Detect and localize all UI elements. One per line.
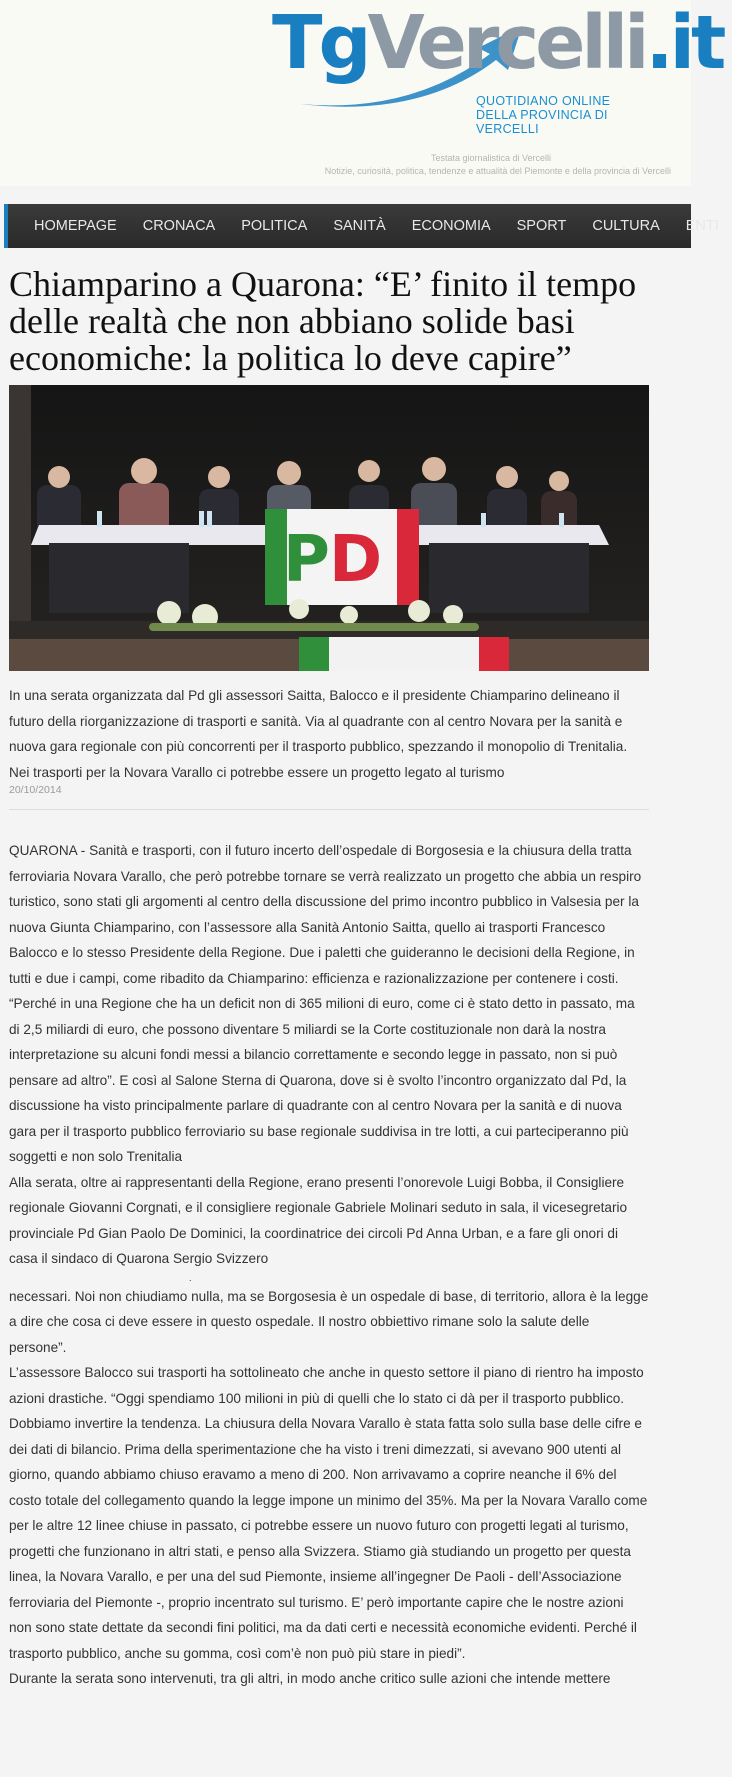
divider: [9, 809, 649, 810]
svg-text:P: P: [283, 523, 330, 597]
conference-photo-illustration: [9, 385, 649, 671]
paragraph-5: Durante la serata sono intervenuti, tra gli altri, in modo anche critico sulle azioni che intende mettere: [9, 1671, 611, 1686]
stray-dot: .: [189, 1272, 192, 1283]
paragraph-2: Alla serata, oltre ai rappresentanti della Regione, erano presenti l’onorevole Luigi Bobba, il Consigliere regionale Giovanni Corgnati, e il consigliere regionale Gabriele Molinari seduto in sala, il vicesegretario provinciale Pd Gian Paolo De Dominici, la coordinatrice dei circoli Pd Anna Urban, e a fare gli onori di casa il sindaco di Quarona Sergio Svizzero: [9, 1174, 628, 1266]
article: [9, 266, 649, 1692]
logo-wordmark: TgVercelli.it: [272, 0, 723, 86]
nav-cultura[interactable]: CULTURA: [592, 218, 660, 234]
article-date: 20/10/2014: [9, 784, 62, 796]
nav-politica[interactable]: POLITICA: [241, 218, 308, 234]
nav-sport[interactable]: SPORT: [516, 218, 567, 234]
nav-homepage[interactable]: HOMEPAGE: [34, 218, 117, 234]
dateline: QUARONA: [9, 843, 77, 858]
logo-tagline: QUOTIDIANO ONLINE DELLA PROVINCIA DI VERCELLI: [476, 94, 611, 136]
article-lead: In una serata organizzata dal Pd gli assessori Saitta, Balocco e il presidente Chiamparino delineano il futuro della riorganizzazione di trasporti e sanità. Via al quadrante con al centro Novara per la sanità e nuova gara regionale con più concorrenti per il trasporto pubblico, spezzando il monopolio di Trenitalia. Nei trasporti per la Novara Varallo ci potrebbe essere un progetto legato al turismo: [9, 688, 628, 780]
nav-enti[interactable]: ENTI: [685, 218, 719, 234]
site-logo[interactable]: [272, 0, 723, 136]
article-photo: [9, 385, 649, 671]
nav-sanita[interactable]: SANITÀ: [333, 218, 386, 234]
nav-economia[interactable]: ECONOMIA: [411, 218, 491, 234]
site-header: [0, 0, 723, 186]
article-body: [9, 838, 649, 1692]
paragraph-3: necessari. Noi non chiudiamo nulla, ma se Borgosesia è un ospedale di base, di territorio, allora è la legge a dire che cosa ci deve essere in questo ospedale. Il nostro obbiettivo rimane solo la salute delle persone”.: [9, 1288, 649, 1355]
article-title: Chiamparino a Quarona: “E’ finito il tempo delle realtà che non abbiano solide basi economiche: la politica lo deve capire”: [9, 264, 637, 378]
svg-text:D: D: [329, 523, 383, 597]
nav-cronaca[interactable]: CRONACA: [142, 218, 216, 234]
site-description: Testata giornalistica di Vercelli Notizie, curiosità, politica, tendenze e attualità del Piemonte e della provincia di Vercelli: [324, 153, 671, 176]
paragraph-4: L’assessore Balocco sui trasporti ha sottolineato che anche in questo settore il piano di rientro ha imposto azioni drastiche. “Oggi spendiamo 100 milioni in più di quelli che lo stato ci dà per il trasporto pubblico. Dobbiamo invertire la tendenza. La chiusura della Novara Varallo è stata fatta solo sulla base delle cifre e dei dati di bilancio. Prima della sperimentazione che ha visto i treni dimezzati, si avevano 900 utenti al giorno, quando abbiamo chiuso eravamo a meno di 200. Non arrivavamo a coprire neanche il 6% del costo totale del collegamento quando la legge impone un minimo del 35%. Ma per la Novara Varallo come per le altre 12 linee chiuse in passato, ci potrebbe essere un nuovo futuro con progetti legati al turismo, progetti che funzionano in altri stati, e penso alla Svizzera. Stiamo già studiando un progetto per questa linea, la Novara Varallo, e per una del sud Piemonte, insieme all’ingegner De Paoli - dell’Associazione ferroviaria del Piemonte -, proprio incentrato sul turismo. E’ però importante capire che le nostre azioni non sono state dettate da secondi fini politici, ma da dati certi e necessità economiche evidenti. Perché il trasporto pubblico, anche su gomma, così com’è non può più stare in piedi”.: [9, 1365, 648, 1661]
main-nav: [4, 204, 719, 248]
paragraph-1: QUARONA - Sanità e trasporti, con il futuro incerto dell’ospedale di Borgosesia e la chiusura della tratta ferroviaria Novara Varallo, che però potrebbe tornare se verrà realizzato un progetto che abbia un respiro turistico, sono stati gli argomenti al centro della discussione del primo incontro pubblico in Valsesia per la nuova Giunta Chiamparino, con l’assessore alla Sanità Antonio Saitta, quello ai trasporti Francesco Balocco e lo stesso Presidente della Regione. Due i paletti che guideranno le decisioni della Regione, in tutti e due i campi, come ribadito da Chiamparino: efficienza e razionalizzazione per contenere i costi. “Perché in una Regione che ha un deficit non di 365 milioni di euro, come ci è stato detto in passato, ma di 2,5 miliardi di euro, che possono diventare 5 miliardi se la Corte costituzionale non darà la nostra interpretazione su alcuni fondi messi a bilancio correttamente e secondo legge in passato, non si può pensare ad altro”. E così al Salone Sterna di Quarona, dove si è svolto l’incontro organizzato dal Pd, la discussione ha visto principalmente parlare di quadrante con al centro Novara per la sanità e di nuova gara per il trasporto pubblico ferroviario su base regionale suddivisa in tre lotti, a cui parteciperanno più soggetti e non solo Trenitalia: [9, 843, 642, 1164]
